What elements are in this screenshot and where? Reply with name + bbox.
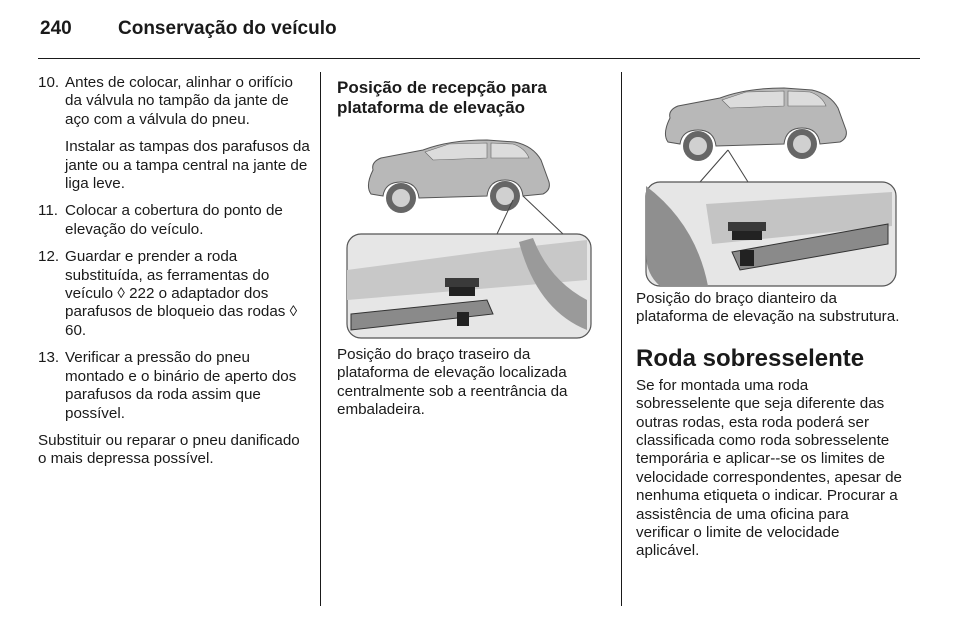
step-text: Antes de colocar, alinhar o orifício da válvula no tampão da jante de aço com a válvula do pneu. — [65, 74, 293, 128]
section-body: Se for montada uma roda sobresselente que seja diferente das outras rodas, esta roda poderá ser classificada como roda sobresselente temporária e aplicar--se os limites de velocidade correspondentes, apesar de nenhuma etiqueta o indicar. Procurar a assistência de uma oficina para verificar o limite de velocidade aplicável. — [636, 376, 902, 560]
column-left — [38, 74, 310, 469]
step-number: 10. — [38, 74, 60, 91]
step-item — [38, 202, 310, 239]
step-text: Instalar as tampas dos parafusos da jante ou a tampa central na jante de liga leve. — [65, 138, 310, 193]
page-header — [40, 18, 337, 50]
page-number: 240 — [40, 18, 72, 39]
step-body — [65, 202, 310, 239]
chapter-title: Conservação do veículo — [118, 18, 337, 39]
front-lift-point-illustration — [636, 74, 900, 290]
step-list — [38, 74, 310, 423]
step-text: Verificar a pressão do pneu montado e o binário de aperto dos parafusos da roda assim que possível. — [65, 349, 297, 422]
column-divider-left — [320, 72, 321, 606]
column-middle — [337, 74, 595, 420]
section-heading: Posição de recepção para plataforma de elevação — [337, 78, 547, 117]
step-item — [38, 74, 310, 193]
car-lift-diagram — [337, 130, 595, 346]
step-number: 13. — [38, 349, 60, 367]
step-item — [38, 349, 310, 423]
section-title: Roda sobresselente — [636, 344, 865, 372]
column-right — [636, 74, 904, 561]
step-body — [65, 248, 310, 340]
step-item — [38, 248, 310, 340]
rear-lift-point-illustration — [337, 130, 595, 346]
column-divider-right — [621, 72, 622, 606]
step-body — [65, 74, 310, 193]
step-text: Colocar a cobertura do ponto de elevação do veículo. — [65, 202, 283, 238]
closing-paragraph: Substituir ou reparar o pneu danificado o mais depressa possível. — [38, 431, 300, 468]
car-lift-diagram — [636, 74, 900, 290]
step-text: Guardar e prender a roda substituída, as ferramentas do veículo ◊ 222 o adaptador dos parafusos de bloqueio das rodas ◊ 60. — [65, 248, 298, 339]
figure-caption: Posição do braço dianteiro da plataforma de elevação na substrutura. — [636, 290, 900, 326]
step-number: 12. — [38, 248, 60, 266]
step-body — [65, 349, 310, 423]
step-number: 11. — [38, 202, 58, 220]
header-rule — [38, 58, 920, 59]
figure-caption: Posição do braço traseiro da plataforma de elevação localizada centralmente sob a reentrância da embaladeira. — [337, 346, 568, 419]
